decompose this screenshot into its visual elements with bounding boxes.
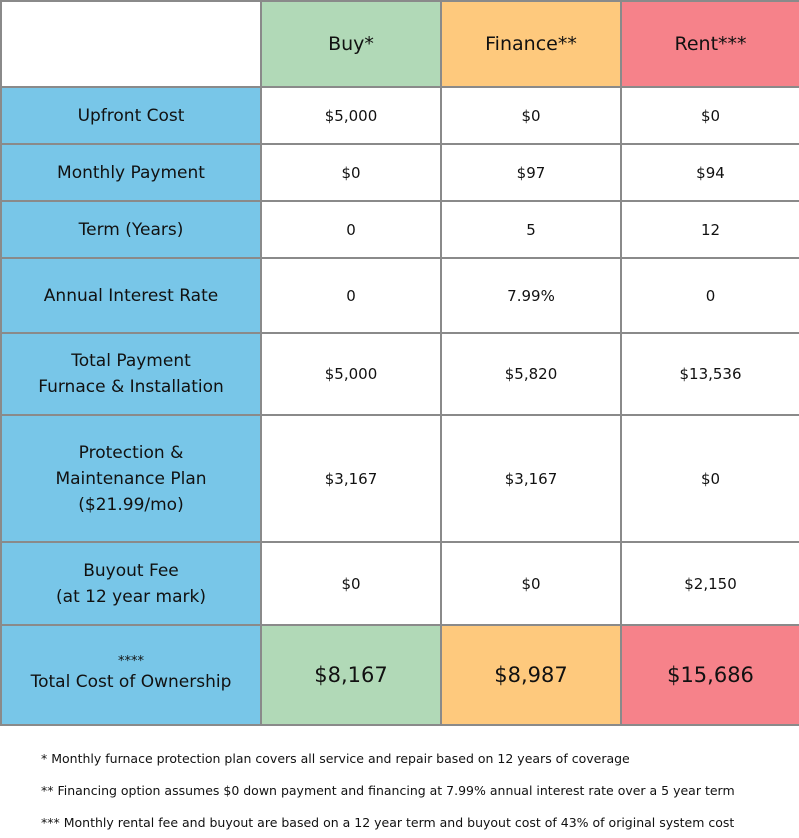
table-row [1, 144, 799, 201]
table-row [1, 415, 799, 542]
header-rent: Rent*** [621, 1, 799, 87]
table-row [1, 258, 799, 333]
cell-buy: 0 [261, 258, 441, 333]
row-label-total-cost: **** Total Cost of Ownership [1, 625, 261, 725]
cell-buy: $0 [261, 144, 441, 201]
table-row [1, 333, 799, 415]
cell-finance: $5,820 [441, 333, 621, 415]
row-label-monthly-payment: Monthly Payment [1, 144, 261, 201]
header-buy: Buy* [261, 1, 441, 87]
footnote-rent: *** Monthly rental fee and buyout are based on a 12 year term and buyout cost of 43% of original system cost [41, 815, 735, 830]
total-buy: $8,167 [261, 625, 441, 725]
row-label-annual-interest-rate: Annual Interest Rate [1, 258, 261, 333]
row-label-protection-plan: Protection & Maintenance Plan ($21.99/mo) [1, 415, 261, 542]
cell-buy: $0 [261, 542, 441, 625]
total-row [1, 625, 799, 725]
row-label-term-years: Term (Years) [1, 201, 261, 258]
footnote-finance: ** Financing option assumes $0 down payment and financing at 7.99% annual interest rate over a 5 year term [41, 783, 735, 798]
header-row [1, 1, 799, 87]
header-corner [1, 1, 261, 87]
cell-rent: $0 [621, 87, 799, 144]
cell-finance: $97 [441, 144, 621, 201]
cell-finance: 7.99% [441, 258, 621, 333]
total-finance: $8,987 [441, 625, 621, 725]
cell-finance: $0 [441, 87, 621, 144]
cell-buy: 0 [261, 201, 441, 258]
cell-rent: 0 [621, 258, 799, 333]
cell-rent: $94 [621, 144, 799, 201]
footnotes [41, 750, 735, 838]
header-finance: Finance** [441, 1, 621, 87]
cell-buy: $5,000 [261, 333, 441, 415]
cell-rent: $0 [621, 415, 799, 542]
table-row [1, 542, 799, 625]
table-row [1, 201, 799, 258]
cell-buy: $5,000 [261, 87, 441, 144]
cell-rent: 12 [621, 201, 799, 258]
cell-buy: $3,167 [261, 415, 441, 542]
cell-rent: $13,536 [621, 333, 799, 415]
row-label-total-payment: Total Payment Furnace & Installation [1, 333, 261, 415]
cell-finance: $0 [441, 542, 621, 625]
cell-finance: 5 [441, 201, 621, 258]
table-row [1, 87, 799, 144]
cell-finance: $3,167 [441, 415, 621, 542]
row-label-upfront-cost: Upfront Cost [1, 87, 261, 144]
footnote-marker: **** [118, 654, 144, 669]
total-rent: $15,686 [621, 625, 799, 725]
cell-rent: $2,150 [621, 542, 799, 625]
footnote-buy: * Monthly furnace protection plan covers all service and repair based on 12 years of coverage [41, 751, 630, 766]
row-label-buyout-fee: Buyout Fee (at 12 year mark) [1, 542, 261, 625]
